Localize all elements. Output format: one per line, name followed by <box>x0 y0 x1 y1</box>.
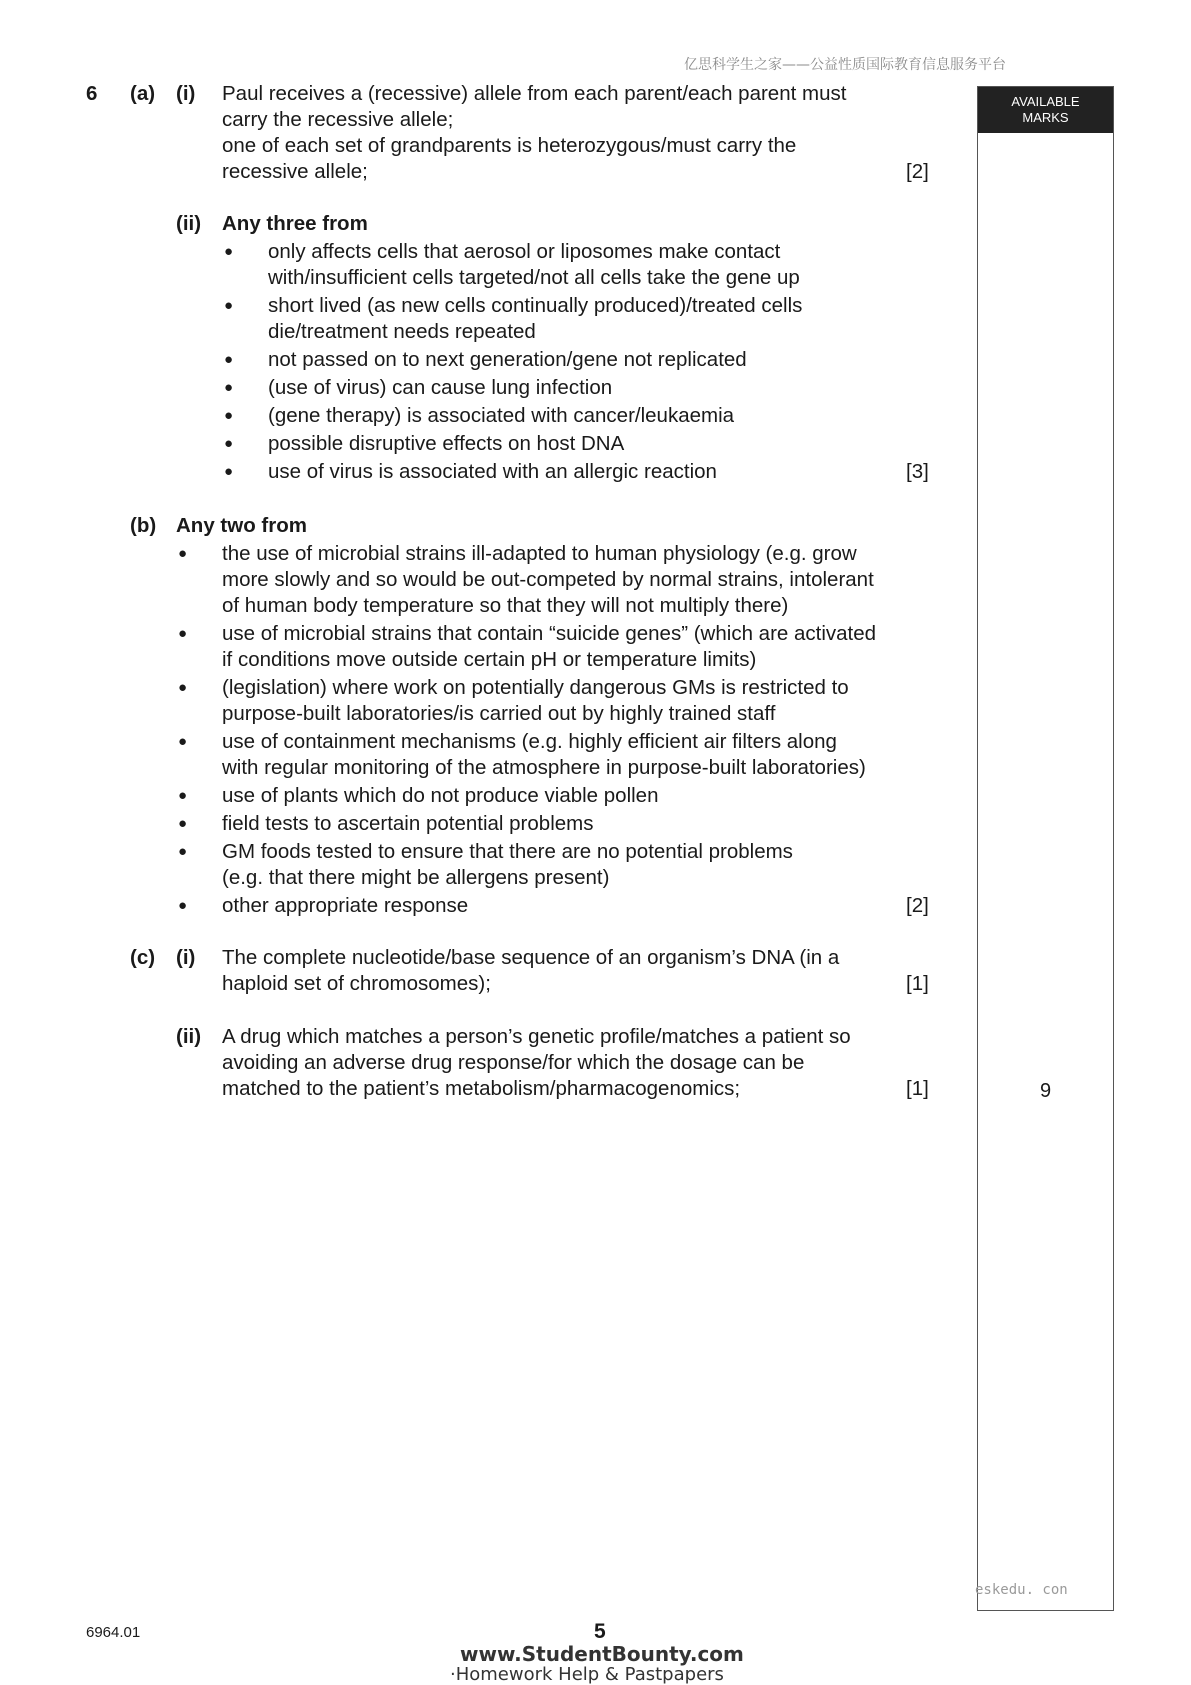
bullet-text: use of microbial strains that contain “suicide genes” (which are activated <box>222 622 877 645</box>
bullet-point: ● <box>178 625 188 642</box>
studentbounty-url: www.StudentBounty.com <box>460 1642 744 1666</box>
part-a-ii-label: (ii) <box>176 212 202 235</box>
bullet-text: die/treatment needs repeated <box>268 320 536 343</box>
bullet-text: field tests to ascertain potential problems <box>222 812 594 835</box>
part-a-i-label: (i) <box>176 82 196 105</box>
bullet-text: possible disruptive effects on host DNA <box>268 432 625 455</box>
bullet-point: ● <box>178 733 188 750</box>
bullet-point: ● <box>224 243 234 260</box>
watermark-header: 亿思科学生之家——公益性质国际教育信息服务平台 <box>684 57 1006 73</box>
bullet-text: the use of microbial strains ill-adapted to human physiology (e.g. grow <box>222 542 857 565</box>
marks-header-line2: MARKS <box>1022 110 1069 125</box>
bullet-point: ● <box>224 351 234 368</box>
bullet-text: use of virus is associated with an allergic reaction <box>268 460 717 483</box>
bullet-text: other appropriate response <box>222 894 469 917</box>
bullet-point: ● <box>178 679 188 696</box>
answer-line: avoiding an adverse drug response/for which the dosage can be <box>222 1051 805 1074</box>
bullet-text: more slowly and so would be out-competed by normal strains, intolerant <box>222 568 874 591</box>
bullet-point: ● <box>178 545 188 562</box>
bullet-text: (e.g. that there might be allergens present) <box>222 866 610 889</box>
part-b-label: (b) <box>130 514 157 537</box>
bullet-text: purpose-built laboratories/is carried out by highly trained staff <box>222 702 776 725</box>
mark-allocation: [2] <box>906 894 929 917</box>
mark-allocation: [3] <box>906 460 929 483</box>
part-c-label: (c) <box>130 946 156 969</box>
bullet-point: ● <box>178 897 188 914</box>
bullet-point: ● <box>178 787 188 804</box>
marks-header-line1: AVAILABLE <box>1011 94 1080 109</box>
bullet-text: with/insufficient cells targeted/not all cells take the gene up <box>268 266 800 289</box>
mark-allocation: [1] <box>906 1077 929 1100</box>
bullet-text: if conditions move outside certain pH or temperature limits) <box>222 648 757 671</box>
available-marks-header <box>978 87 1113 133</box>
section-heading: Any three from <box>222 212 368 235</box>
answer-line: Paul receives a (recessive) allele from each parent/each parent must <box>222 82 847 105</box>
bullet-point: ● <box>224 379 234 396</box>
part-c-ii-label: (ii) <box>176 1025 202 1048</box>
bullet-text: of human body temperature so that they will not multiply there) <box>222 594 789 617</box>
answer-line: A drug which matches a person’s genetic profile/matches a patient so <box>222 1025 851 1048</box>
answer-line: matched to the patient’s metabolism/pharmacogenomics; <box>222 1077 741 1100</box>
bullet-text: (legislation) where work on potentially dangerous GMs is restricted to <box>222 676 849 699</box>
part-c-i-label: (i) <box>176 946 196 969</box>
bullet-point: ● <box>224 435 234 452</box>
bullet-text: (gene therapy) is associated with cancer/leukaemia <box>268 404 735 427</box>
bullet-text: not passed on to next generation/gene not replicated <box>268 348 747 371</box>
question-number: 6 <box>86 82 98 105</box>
paper-code: 6964.01 <box>86 1624 141 1641</box>
bullet-point: ● <box>178 843 188 860</box>
mark-allocation: [1] <box>906 972 929 995</box>
bullet-text: short lived (as new cells continually produced)/treated cells <box>268 294 803 317</box>
watermark-side: eskedu. con <box>975 1582 1068 1598</box>
page-number: 5 <box>594 1620 606 1643</box>
studentbounty-tagline: ·Homework Help & Pastpapers <box>450 1664 724 1685</box>
bullet-text: use of containment mechanisms (e.g. highly efficient air filters along <box>222 730 837 753</box>
answer-line: carry the recessive allele; <box>222 108 454 131</box>
bullet-point: ● <box>224 407 234 424</box>
total-marks: 9 <box>1040 1080 1052 1102</box>
bullet-text: only affects cells that aerosol or liposomes make contact <box>268 240 781 263</box>
answer-line: haploid set of chromosomes); <box>222 972 491 995</box>
part-a-label: (a) <box>130 82 156 105</box>
bullet-text: GM foods tested to ensure that there are no potential problems <box>222 840 793 863</box>
section-heading: Any two from <box>176 514 307 537</box>
bullet-point: ● <box>178 815 188 832</box>
bullet-text: use of plants which do not produce viable pollen <box>222 784 659 807</box>
bullet-text: (use of virus) can cause lung infection <box>268 376 613 399</box>
bullet-point: ● <box>224 463 234 480</box>
answer-line: recessive allele; <box>222 160 368 183</box>
answer-line: The complete nucleotide/base sequence of an organism’s DNA (in a <box>222 946 840 969</box>
answer-line: one of each set of grandparents is heterozygous/must carry the <box>222 134 797 157</box>
available-marks-column <box>977 86 1114 1611</box>
mark-allocation: [2] <box>906 160 929 183</box>
bullet-point: ● <box>224 297 234 314</box>
bullet-text: with regular monitoring of the atmosphere in purpose-built laboratories) <box>222 756 866 779</box>
